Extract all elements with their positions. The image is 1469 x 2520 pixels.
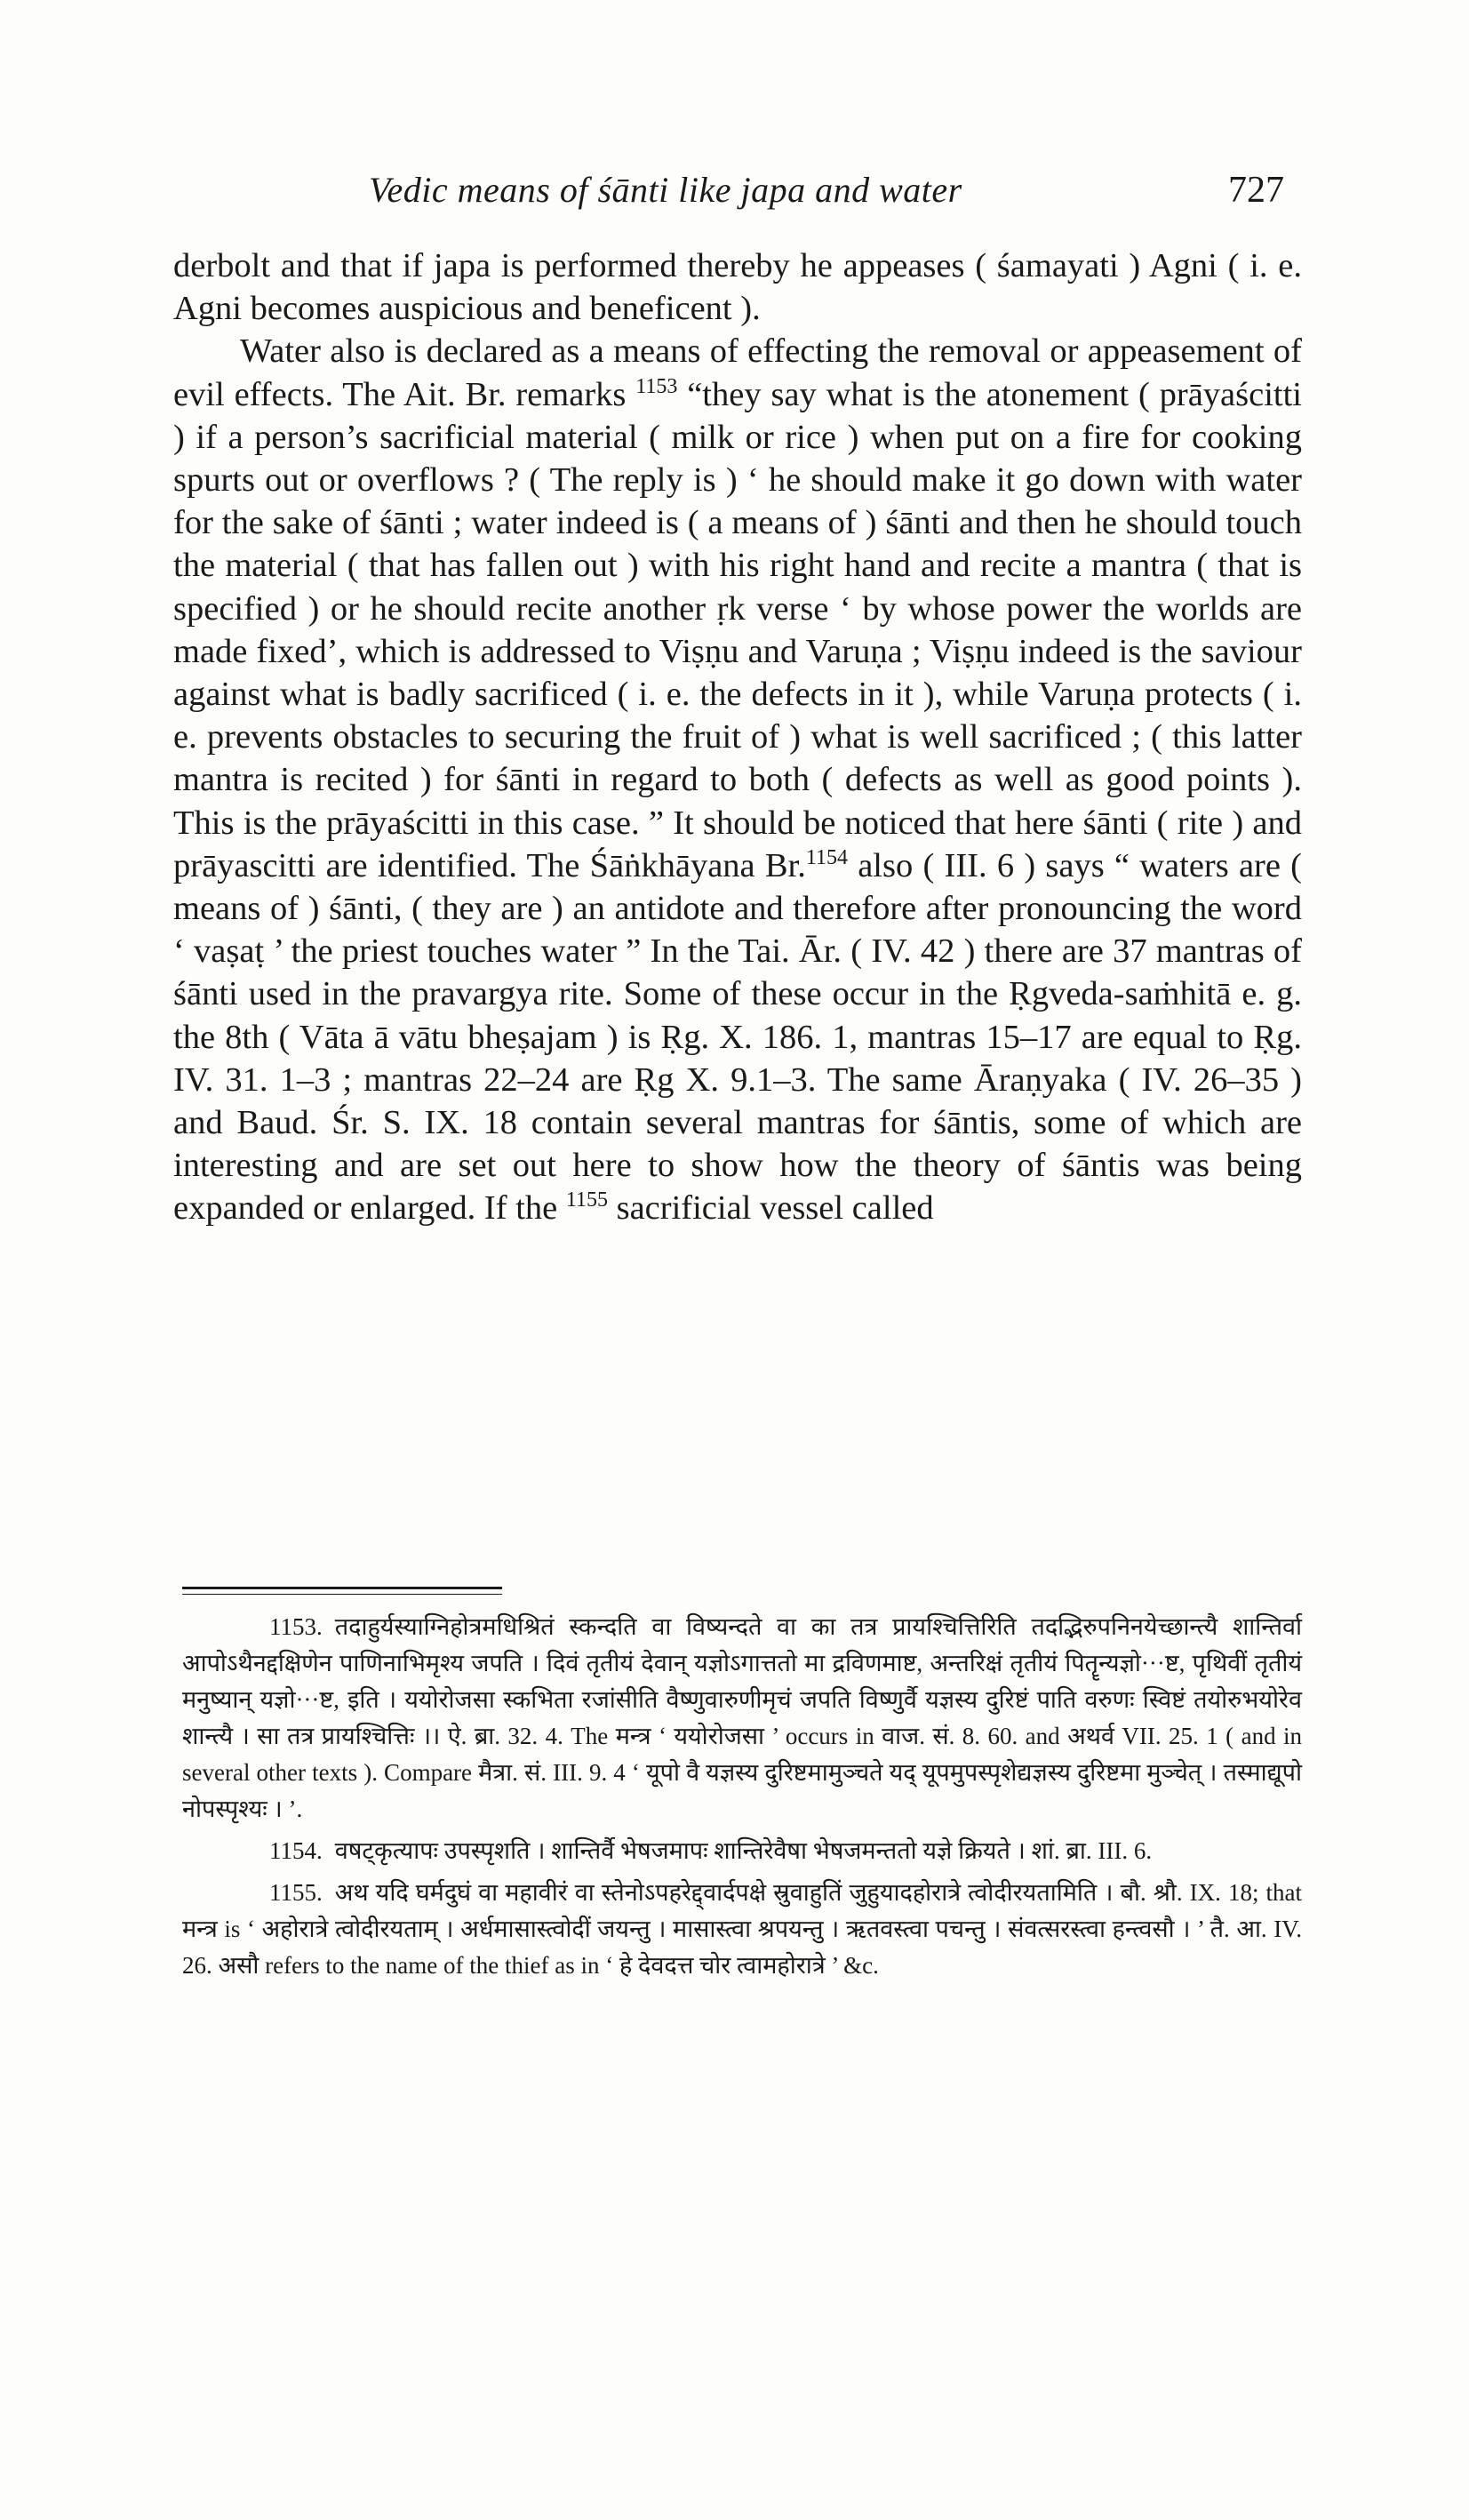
footnote-1153	[182, 1609, 1302, 1828]
paragraph-2-part-d: sacrificial vessel called	[616, 1189, 934, 1228]
footnotes	[182, 1609, 1302, 1989]
page-header	[173, 169, 1293, 222]
footnote-1154	[182, 1833, 1302, 1869]
footnote-text: तदाहुर्यस्याग्निहोत्रमधिश्रितं स्कन्दति वा विष्यन्दते वा का तत्र प्रायश्चित्तिरिति तदद्भिरुपनिनयेच्छान्त्यै शान्तिर्वा आपोऽथैनद्दक्षिणेन पाणिनाभिमृश्य जपति । दिवं तृतीयं देवान् यज्ञोऽगात्ततो मा द्रविणमाष्ट, अन्तरिक्षं तृतीयं पितॄन्यज्ञो···ष्ट, पृथिवीं तृतीयं मनुष्यान् यज्ञो···ष्ट, इति । ययोरोजसा स्कभिता रजांसीति वैष्णुवारुणीमृचं जपति विष्णुर्वै यज्ञस्य दुरिष्टं पाति वरुणः स्विष्टं तयोरुभयोरेव शान्त्यै । सा तत्र प्रायश्चित्तिः ।। ऐ. ब्रा. 32. 4. The मन्त्र ‘ ययोरोजसा ’ occurs in वाज. सं. 8. 60. and अथर्व VII. 25. 1 ( and in several other texts ). Compare मैत्रा. सं. III. 9. 4 ‘ यूपो वै यज्ञस्य दुरिष्टमामुञ्चते यद् यूपमुपस्पृशेद्यज्ञस्य दुरिष्टमा मुञ्चेत् । तस्माद्यूपो नोपस्पृश्यः । ’.	[182, 1613, 1302, 1822]
footnote-marker-1153: 1153	[635, 374, 678, 398]
footnote-separator-rule-thin	[182, 1594, 502, 1595]
paragraph-2-part-b: “they say what is the atonement ( prāyaścitti ) if a person’s sacrificial material ( milk or rice ) when put on a fire for cooking spurts out or overflows ? ( The reply is ) ‘ he should make it go down with water for the sake of śānti ; water indeed is ( a means of ) śānti and then he should touch the material ( that has fallen out ) with his right hand and recite a mantra ( that is specified ) or he should recite another ṛk verse ‘ by whose power the worlds are made fixed’, which is addressed to Viṣṇu and Varuṇa ; Viṣṇu indeed is the saviour against what is badly sacrificed ( i. e. the defects in it ), while Varuṇa protects ( i. e. prevents obstacles to securing the fruit of ) what is well sacrificed ; ( this latter mantra is recited ) for śānti in regard to both ( defects as well as good points ). This is the prāyaścitti in this case. ” It should be noticed that here śānti ( rite ) and prāyascitti are identified. The Śāṅkhāyana Br.	[173, 375, 1302, 884]
footnote-text: वषट्कृत्यापः उपस्पृशति । शान्तिर्वै भेषजमापः शान्तिरेवैषा भेषजमन्ततो यज्ञे क्रियते । शां. ब्रा. III. 6.	[334, 1837, 1153, 1864]
footnote-number: 1154.	[269, 1837, 323, 1864]
footnote-number: 1155.	[269, 1879, 323, 1906]
running-head: Vedic means of śānti like japa and water	[369, 170, 962, 210]
main-text	[173, 244, 1302, 1230]
footnote-1155	[182, 1875, 1302, 1984]
footnote-text: अथ यदि घर्मदुघं वा महावीरं वा स्तेनोऽपहरेद्द्वार्दपक्षे स्रुवाहुतिं जुहुयादहोरात्रे त्वोदीरयतामिति । बौ. श्रौ. IX. 18; that मन्त्र is ‘ अहोरात्रे त्वोदीरयताम् । अर्धमासास्त्वोदीं जयन्तु । मासास्त्वा श्रपयन्तु । ऋतवस्त्वा पचन्तु । संवत्सरस्त्वा हन्त्वसौ । ’ तै. आ. IV. 26. असौ refers to the name of the thief as in ‘ हे देवदत्त चोर त्वामहोरात्रे ’ &c.	[182, 1879, 1302, 1979]
footnote-marker-1154: 1154	[805, 846, 848, 870]
paragraph-2	[173, 330, 1302, 1229]
page-number: 727	[1228, 170, 1284, 211]
footnote-number: 1153.	[269, 1613, 323, 1640]
footnote-separator-rule	[182, 1587, 502, 1589]
paragraph-2-part-c: also ( III. 6 ) says “ waters are ( means of ) śānti, ( they are ) an antidote and therefore after pronouncing the word ‘ vaṣaṭ ’ the priest touches water ” In the Tai. Ār. ( IV. 42 ) there are 37 mantras of śānti used in the pravargya rite. Some of these occur in the Ṛgveda-saṁhitā e. g. the 8th ( Vāta ā vātu bheṣajam ) is Ṛg. X. 186. 1, mantras 15–17 are equal to Ṛg. IV. 31. 1–3 ; mantras 22–24 are Ṛg X. 9.1–3. The same Āraṇyaka ( IV. 26–35 ) and Baud. Śr. S. IX. 18 contain several mantras for śāntis, some of which are interesting and are set out here to show how the theory of śāntis was being expanded or enlarged. If the	[173, 846, 1302, 1228]
paragraph-1: derbolt and that if japa is performed thereby he appeases ( śamayati ) Agni ( i. e. Agni becomes auspicious and beneficent ).	[173, 247, 1302, 328]
footnote-marker-1155: 1155	[565, 1188, 608, 1212]
paragraph-2-part-a: Water also is declared as a means of effecting the removal or appeasement of evil effects. The Ait. Br. remarks	[173, 332, 1302, 413]
